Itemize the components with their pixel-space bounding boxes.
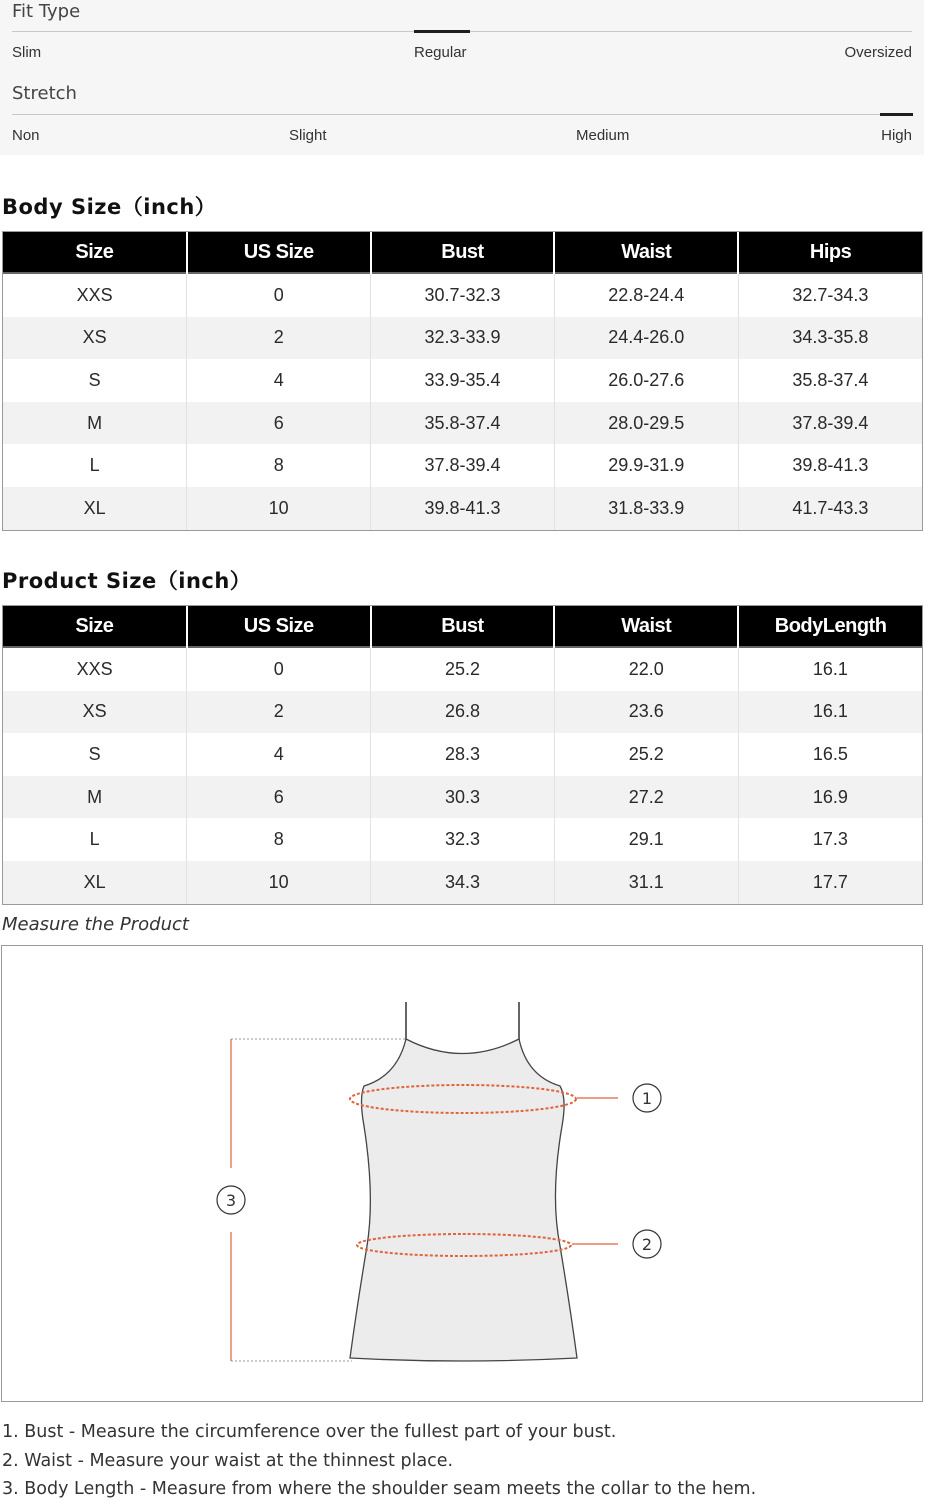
- product-size-table-cell: M: [3, 776, 187, 819]
- stretch-label-slight: Slight: [289, 127, 327, 144]
- body-size-table-cell: 26.0-27.6: [554, 359, 738, 402]
- product-size-heading: Product Size（inch）: [2, 569, 252, 593]
- body-size-table-cell: M: [3, 402, 187, 445]
- fit-type-title: Fit Type: [12, 1, 81, 22]
- product-size-table-cell: 31.1: [554, 861, 738, 904]
- body-size-table-cell: 24.4-26.0: [554, 317, 738, 360]
- product-size-table-row: [3, 861, 922, 904]
- product-size-column-header: BodyLength: [738, 606, 922, 647]
- product-size-table-cell: 4: [187, 733, 371, 776]
- body-size-table-cell: 28.0-29.5: [554, 402, 738, 445]
- product-size-table-cell: 16.9: [738, 776, 922, 819]
- product-size-column-header: US Size: [187, 606, 371, 647]
- product-size-column-header: Bust: [371, 606, 555, 647]
- body-size-table-row: [3, 273, 922, 317]
- product-size-table-cell: 29.1: [554, 818, 738, 861]
- body-size-table-cell: 35.8-37.4: [371, 402, 555, 445]
- body-size-column-header: US Size: [187, 232, 371, 273]
- body-size-table: [2, 231, 923, 531]
- body-size-table-cell: S: [88, 369, 101, 390]
- product-size-column-header: Size: [3, 606, 187, 647]
- product-size-table-cell: 27.2: [554, 776, 738, 819]
- body-size-header-row: [3, 232, 922, 273]
- body-size-table-cell: 30.7-32.3: [371, 273, 555, 317]
- body-size-table-cell: 32.3-33.9: [371, 317, 555, 360]
- product-size-table-cell: 34.3: [371, 861, 555, 904]
- product-size-table-cell: 16.1: [738, 691, 922, 734]
- body-size-table-cell: 22.8-24.4: [554, 273, 738, 317]
- fit-type-label-regular: Regular: [414, 44, 467, 61]
- body-size-table-cell: 29.9-31.9: [554, 444, 738, 487]
- product-size-header-row: [3, 606, 922, 647]
- body-size-table-row: [3, 359, 922, 402]
- product-size-table-cell: XL: [3, 861, 187, 904]
- product-size-table-row: [3, 647, 922, 691]
- body-size-column-header: Bust: [371, 232, 555, 273]
- product-size-table-cell: 28.3: [371, 733, 555, 776]
- body-size-table-cell: 39.8-41.3: [371, 487, 555, 530]
- body-size-table-cell: 37.8-39.4: [371, 444, 555, 487]
- product-size-table-cell: 6: [187, 776, 371, 819]
- body-size-column-header: Hips: [738, 232, 922, 273]
- note-body-length: 3. Body Length - Measure from where the shoulder seam meets the collar to the hem.: [2, 1479, 757, 1499]
- fit-type-marker: [414, 30, 470, 33]
- body-size-heading: Body Size（inch）: [2, 195, 217, 219]
- product-size-table-cell: 8: [187, 818, 371, 861]
- body-size-table-cell: XL: [3, 487, 187, 530]
- measure-notes: [2, 1418, 756, 1504]
- stretch-marker: [880, 113, 913, 116]
- camisole-body: [350, 1039, 577, 1361]
- product-size-table-row: [3, 691, 922, 734]
- product-size-table-cell: 2: [187, 691, 371, 734]
- product-size-table-cell: 17.7: [738, 861, 922, 904]
- body-size-table-row: [3, 487, 922, 530]
- camisole-illustration: [2, 946, 924, 1403]
- product-size-table-row: [3, 776, 922, 819]
- product-size-table-cell: 25.2: [371, 647, 555, 691]
- fit-stretch-panel: [0, 0, 924, 155]
- body-size-table-cell: 8: [187, 444, 371, 487]
- stretch-label-non: Non: [12, 127, 40, 144]
- body-size-table-row: [3, 444, 922, 487]
- body-size-table-cell: 34.3-35.8: [738, 317, 922, 360]
- body-size-table-row: [3, 402, 922, 445]
- product-size-table-cell: 10: [187, 861, 371, 904]
- product-size-table-row: [3, 733, 922, 776]
- body-size-table-cell: 0: [187, 273, 371, 317]
- body-size-table-cell: 32.7-34.3: [738, 273, 922, 317]
- body-size-table-cell: 37.8-39.4: [738, 402, 922, 445]
- body-size-table-cell: 10: [187, 487, 371, 530]
- product-size-table-row: [3, 818, 922, 861]
- product-size-column-header: Waist: [554, 606, 738, 647]
- measure-caption: Measure the Product: [2, 914, 189, 935]
- body-size-table-cell: L: [89, 455, 100, 476]
- product-size-table-cell: 17.3: [738, 818, 922, 861]
- note-bust: 1. Bust - Measure the circumference over the fullest part of your bust.: [2, 1422, 617, 1442]
- product-size-table-cell: 25.2: [554, 733, 738, 776]
- product-size-table-cell: 26.8: [371, 691, 555, 734]
- product-size-table-cell: 23.6: [554, 691, 738, 734]
- body-size-table-cell: 41.7-43.3: [738, 487, 922, 530]
- fit-type-label-oversized: Oversized: [844, 44, 912, 61]
- body-size-table-cell: 31.8-33.9: [554, 487, 738, 530]
- bust-marker-number: 1: [641, 1089, 653, 1108]
- body-size-table-cell: 2: [187, 317, 371, 360]
- product-size-table-cell: L: [89, 829, 100, 850]
- body-size-table-cell: 33.9-35.4: [371, 359, 555, 402]
- product-size-table-cell: XXS: [76, 658, 113, 679]
- note-waist: 2. Waist - Measure your waist at the thinnest place.: [2, 1450, 454, 1471]
- product-size-table: [2, 605, 923, 905]
- body-size-table-cell: 4: [187, 359, 371, 402]
- product-size-table-cell: 22.0: [554, 647, 738, 691]
- waist-marker-number: 2: [641, 1235, 653, 1254]
- body-size-column-header: Size: [3, 232, 187, 273]
- product-size-table-cell: 32.3: [371, 818, 555, 861]
- product-size-table-cell: 30.3: [371, 776, 555, 819]
- body-size-table-row: [3, 317, 922, 360]
- product-size-table-cell: 16.1: [738, 647, 922, 691]
- stretch-label-medium: Medium: [576, 127, 630, 144]
- stretch-label-high: High: [881, 127, 912, 144]
- body-size-table-cell: XS: [3, 317, 187, 360]
- product-size-table-cell: 16.5: [738, 733, 922, 776]
- stretch-title: Stretch: [12, 83, 77, 104]
- fit-type-label-slim: Slim: [12, 44, 42, 61]
- body-size-column-header: Waist: [554, 232, 738, 273]
- product-size-table-cell: XS: [3, 691, 187, 734]
- measure-diagram: [1, 945, 923, 1402]
- product-size-table-cell: 0: [187, 647, 371, 691]
- stretch-track: [12, 114, 912, 115]
- body-size-table-cell: 35.8-37.4: [738, 359, 922, 402]
- length-marker-number: 3: [225, 1191, 237, 1210]
- product-size-table-cell: S: [88, 743, 101, 764]
- body-size-table-cell: 6: [187, 402, 371, 445]
- body-size-table-cell: 39.8-41.3: [738, 444, 922, 487]
- body-size-table-cell: XXS: [76, 284, 113, 305]
